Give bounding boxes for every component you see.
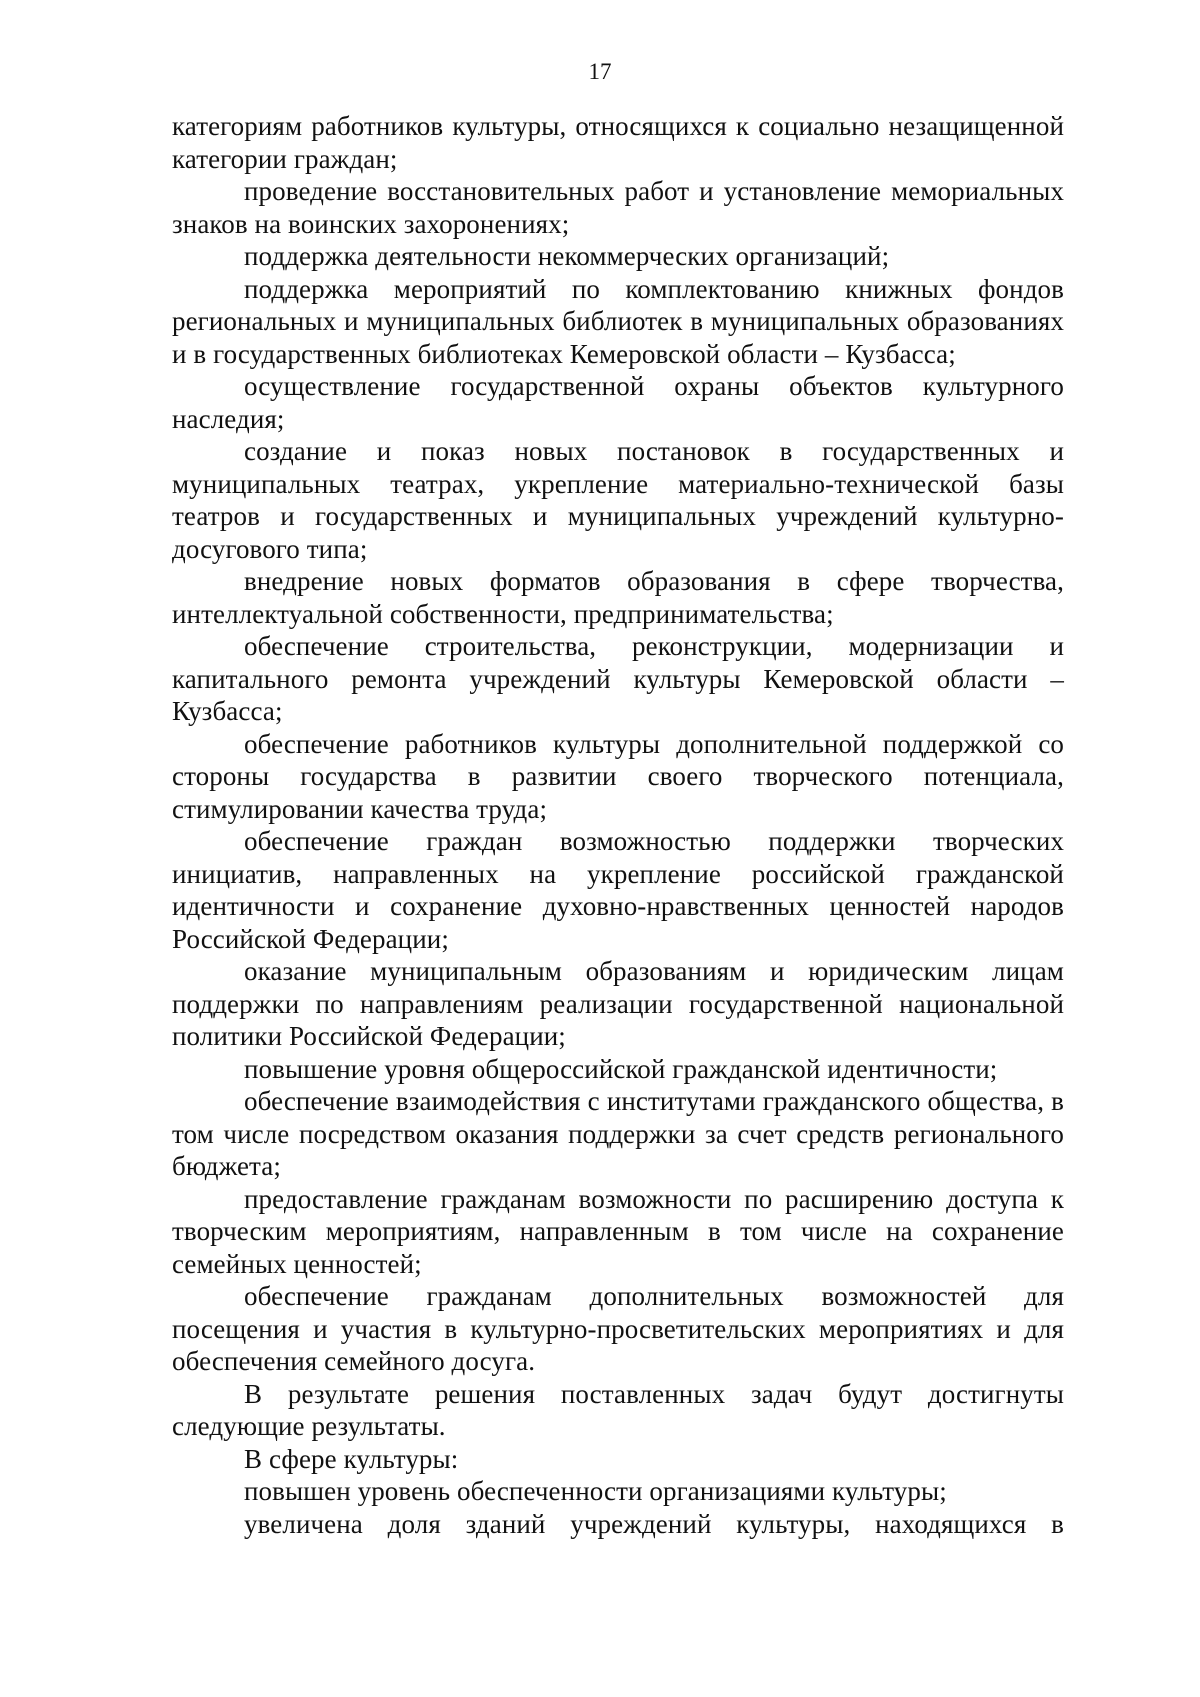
paragraph: предоставление гражданам возможности по расширению доступа к творческим мероприятиям, направленным в том числе на сохранение семейных ценностей; xyxy=(172,1183,1064,1279)
paragraph: поддержка деятельности некоммерческих организаций; xyxy=(244,241,890,271)
paragraph: поддержка мероприятий по комплектованию книжных фондов региональных и муниципальных библиотек в муниципальных образованиях и в государственных библиотеках Кемеровской области – Кузбасса; xyxy=(172,273,1064,369)
paragraph: создание и показ новых постановок в государственных и муниципальных театрах, укрепление материально-технической базы театров и государственных и муниципальных учреждений культурно-досугового типа; xyxy=(172,436,1064,564)
document-body xyxy=(172,110,1064,1540)
paragraph: обеспечение работников культуры дополнительной поддержкой со стороны государства в развитии своего творческого потенциала, стимулировании качества труда; xyxy=(172,728,1064,824)
paragraph: внедрение новых форматов образования в сфере творчества, интеллектуальной собственности, предпринимательства; xyxy=(172,566,1064,629)
paragraph: повышение уровня общероссийской гражданской идентичности; xyxy=(244,1053,998,1084)
paragraph: увеличена доля зданий учреждений культуры, находящихся в xyxy=(244,1508,1064,1539)
paragraph: проведение восстановительных работ и установление мемориальных знаков на воинских захоронениях; xyxy=(172,176,1064,239)
paragraph: обеспечение гражданам дополнительных возможностей для посещения и участия в культурно-просветительских мероприятиях и для обеспечения семейного досуга. xyxy=(172,1281,1064,1376)
page-number: 17 xyxy=(588,59,612,84)
paragraph: повышен уровень обеспеченности организациями культуры; xyxy=(244,1476,947,1506)
paragraph: В результате решения поставленных задач будут достигнуты следующие результаты. xyxy=(172,1378,1064,1441)
paragraph: осуществление государственной охраны объектов культурного наследия; xyxy=(172,371,1064,434)
paragraph: обеспечение взаимодействия с институтами гражданского общества, в том числе посредством оказания поддержки за счет средств регионального бюджета; xyxy=(172,1086,1064,1181)
paragraph: В сфере культуры: xyxy=(244,1443,459,1474)
paragraph: оказание муниципальным образованиям и юридическим лицам поддержки по направлениям реализации государственной национальной политики Российской Федерации; xyxy=(172,956,1064,1051)
paragraph: обеспечение строительства, реконструкции, модернизации и капитального ремонта учреждений культуры Кемеровской области – Кузбасса; xyxy=(172,631,1064,726)
paragraph: обеспечение граждан возможностью поддержки творческих инициатив, направленных на укрепление российской гражданской идентичности и сохранение духовно-нравственных ценностей народов Российской Федерации; xyxy=(172,826,1064,954)
paragraph: категориям работников культуры, относящихся к социально незащищенной категории граждан; xyxy=(172,111,1064,174)
